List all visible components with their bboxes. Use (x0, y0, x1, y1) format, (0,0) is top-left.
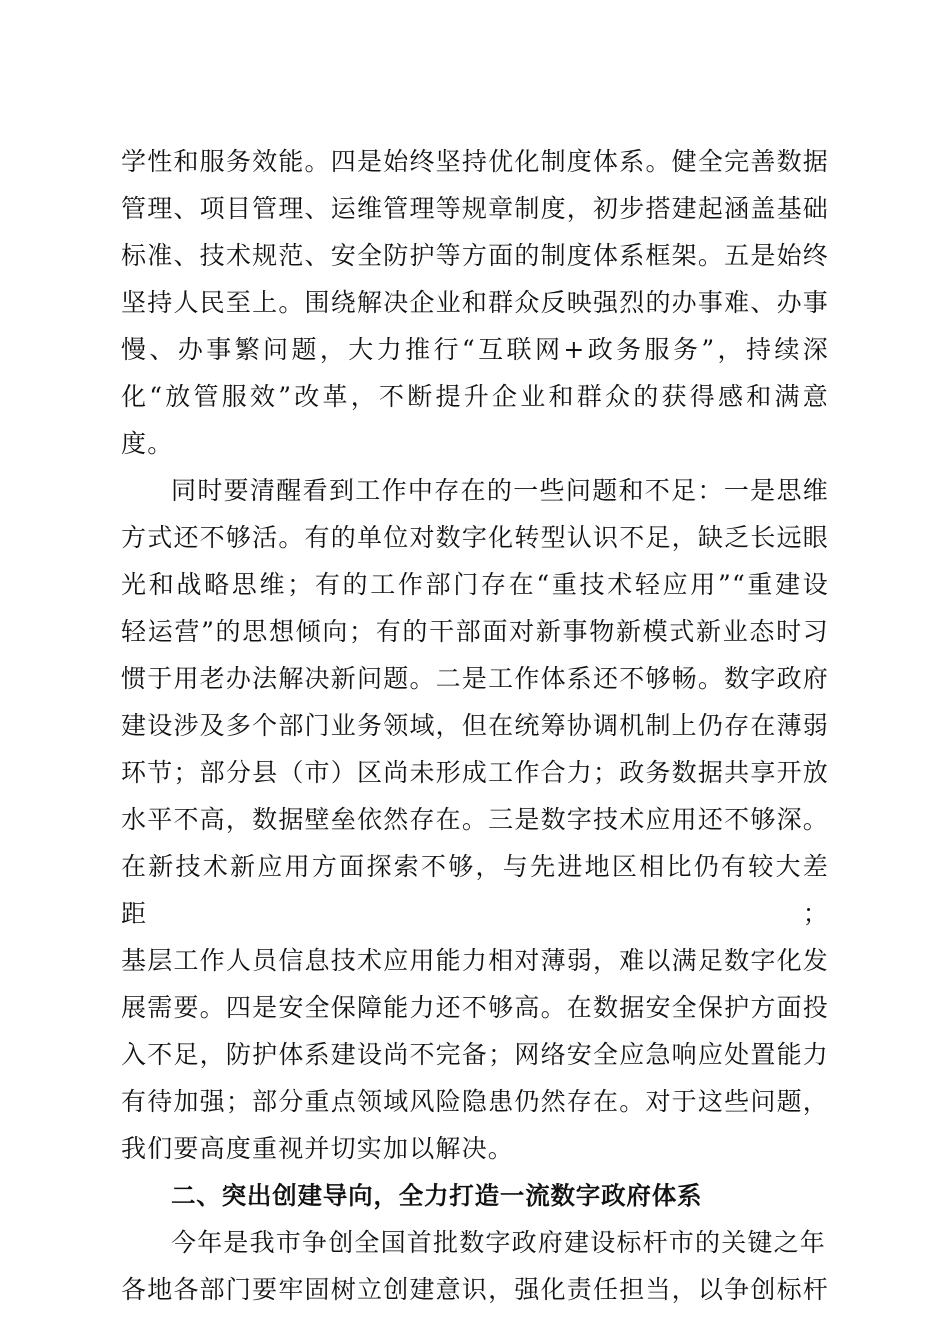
document-body (121, 138, 829, 1313)
text-line: 展需要。四是安全保障能力还不够高。在数据安全保护方面投 (121, 993, 829, 1022)
text-line: 惯于用老办法解决新问题。二是工作体系还不够畅。数字政府 (121, 664, 829, 693)
text-line: 学性和服务效能。四是始终坚持优化制度体系。健全完善数据 (121, 147, 829, 176)
section-heading: 二、突出创建导向，全力打造一流数字政府体系 (171, 1181, 703, 1210)
text-line: 方式还不够活。有的单位对数字化转型认识不足，缺乏长远眼 (121, 523, 829, 552)
text-line: 在新技术新应用方面探索不够，与先进地区相比仍有较大差距； (121, 852, 829, 928)
text-line: 管理、项目管理、运维管理等规章制度，初步搭建起涵盖基础 (121, 194, 829, 223)
text-line: 各地各部门要牢固树立创建意识，强化责任担当，以争创标杆 (121, 1275, 829, 1304)
text-line: 水平不高，数据壁垒依然存在。三是数字技术应用还不够深。 (121, 805, 829, 834)
text-line: 入不足，防护体系建设尚不完备；网络安全应急响应处置能力 (121, 1040, 829, 1069)
text-line: 坚持人民至上。围绕解决企业和群众反映强烈的办事难、办事 (121, 288, 829, 317)
paragraph-continuation (121, 138, 829, 467)
text-line: 我们要高度重视并切实加以解决。 (121, 1134, 515, 1163)
text-line: 慢、办事繁问题，大力推行“互联网+政务服务”，持续深 (121, 335, 829, 364)
paragraph-intro (121, 1219, 829, 1313)
text-line: 光和战略思维；有的工作部门存在“重技术轻应用”“重建设 (121, 570, 829, 599)
text-line: 轻运营”的思想倾向；有的干部面对新事物新模式新业态时习 (121, 617, 829, 646)
text-line: 环节；部分县（市）区尚未形成工作合力；政务数据共享开放 (121, 758, 829, 787)
paragraph-problems (121, 467, 829, 1172)
text-line: 今年是我市争创全国首批数字政府建设标杆市的关键之年 (171, 1228, 827, 1257)
text-line: 建设涉及多个部门业务领域，但在统筹协调机制上仍存在薄弱 (121, 711, 829, 740)
text-line: 同时要清醒看到工作中存在的一些问题和不足：一是思维 (171, 476, 829, 505)
text-line: 标准、技术规范、安全防护等方面的制度体系框架。五是始终 (121, 241, 829, 270)
text-line: 化“放管服效”改革，不断提升企业和群众的获得感和满意度。 (121, 382, 829, 458)
text-line: 有待加强；部分重点领域风险隐患仍然存在。对于这些问题， (121, 1087, 829, 1116)
text-line: 基层工作人员信息技术应用能力相对薄弱，难以满足数字化发 (121, 946, 829, 975)
